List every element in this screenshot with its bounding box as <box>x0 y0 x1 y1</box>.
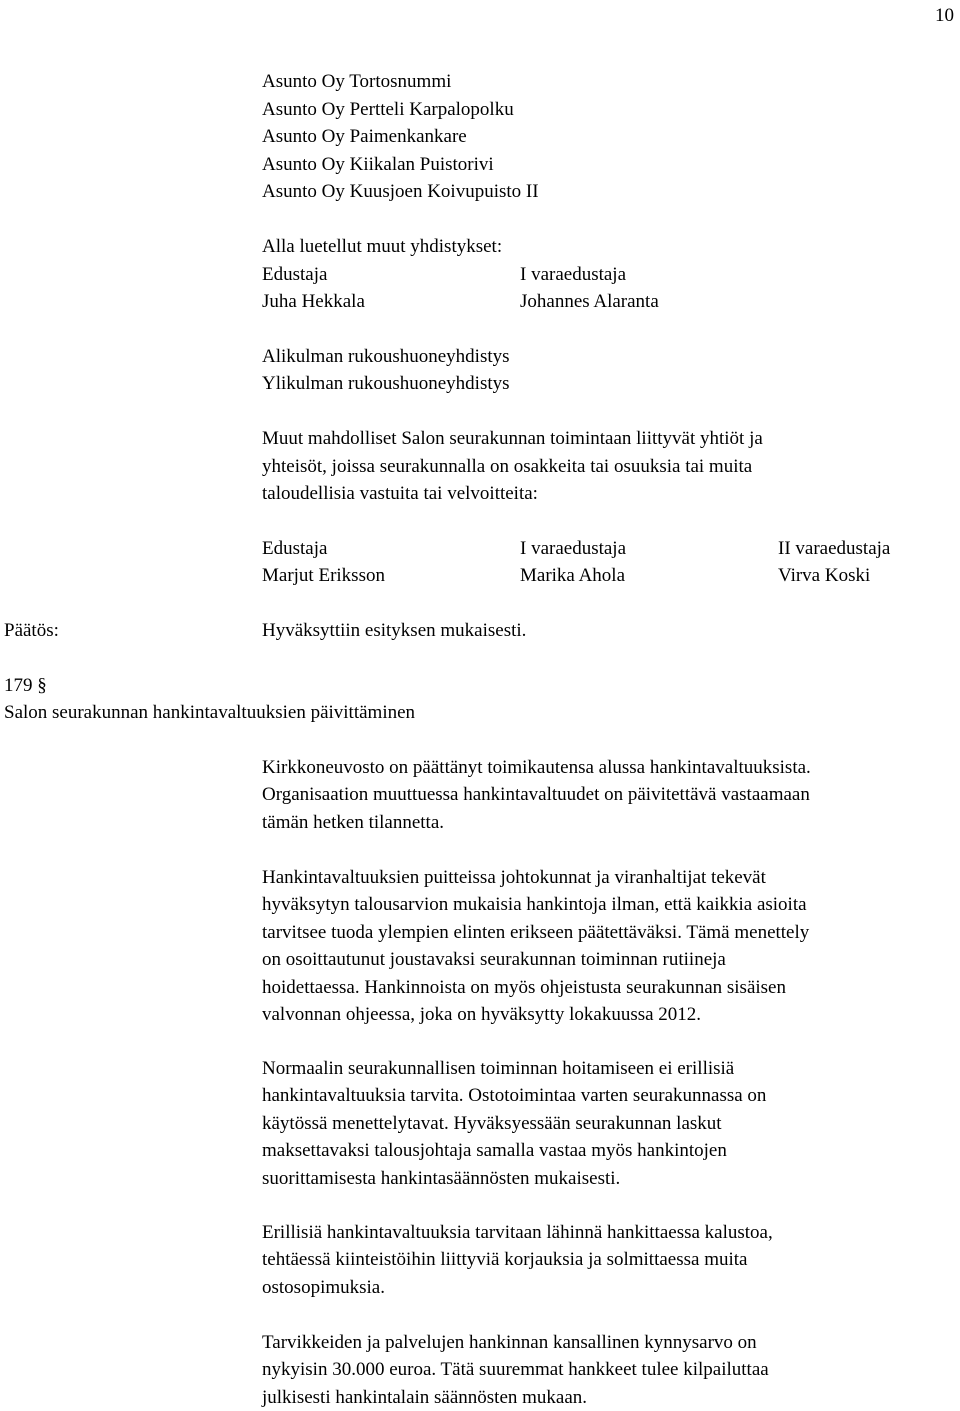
paragraph-line: hankintavaltuuksia tarvita. Ostotoimintaa varten seurakunnassa on <box>262 1085 767 1107</box>
company-name: Asunto Oy Tortosnummi <box>262 71 452 92</box>
role-representative-label: Edustaja <box>262 264 328 285</box>
entities-text-line: taloudellisia vastuita tai velvoitteita: <box>262 483 538 504</box>
entities-text-line: Muut mahdolliset Salon seurakunnan toimintaan liittyvät yhtiöt ja <box>262 428 763 449</box>
associations-heading: Alla luetellut muut yhdistykset: <box>262 236 503 257</box>
paragraph-line: valvonnan ohjeessa, joka on hyväksytty lokakuussa 2012. <box>262 1004 702 1026</box>
decision-text: Hyväksyttiin esityksen mukaisesti. <box>262 620 527 641</box>
paragraph <box>262 754 952 836</box>
page-number: 10 <box>935 5 954 26</box>
representative-name: Marjut Eriksson <box>262 565 385 586</box>
section-number: 179 § <box>4 675 47 696</box>
role-deputy-1-label: I varaedustaja <box>520 538 627 559</box>
paragraph-line: Hankintavaltuuksien puitteissa johtokunnat ja viranhaltijat tekevät <box>262 867 766 888</box>
paragraph-line: hyväksytyn talousarvion mukaisia hankintoja ilman, että kaikkia asioita <box>262 894 807 916</box>
paragraph-line: ostosopimuksia. <box>262 1276 385 1298</box>
paragraph <box>262 1055 952 1192</box>
paragraph <box>262 864 952 1028</box>
paragraph-line: tämän hetken tilannetta. <box>262 811 445 833</box>
deputy-1-name: Marika Ahola <box>520 565 626 586</box>
paragraph-line: Erillisiä hankintavaltuuksia tarvitaan lähinnä hankittaessa kalustoa, <box>262 1222 773 1243</box>
deputy-2-name: Virva Koski <box>778 565 871 586</box>
decision-label: Päätös: <box>4 620 59 641</box>
paragraph-line: Organisaation muuttuessa hankintavaltuudet on päivitettävä vastaamaan <box>262 784 810 806</box>
paragraph <box>262 1219 952 1301</box>
company-name: Asunto Oy Kiikalan Puistorivi <box>262 154 494 175</box>
paragraph-line: hoidettaessa. Hankinnoista on myös ohjeistusta seurakunnan sisäisen <box>262 976 786 998</box>
company-name: Asunto Oy Kuusjoen Koivupuisto II <box>262 181 539 202</box>
paragraph-line: Normaalin seurakunnallisen toiminnan hoitamiseen ei erillisiä <box>262 1058 735 1079</box>
paragraph-line: tehtäessä kiinteistöihin liittyviä korjauksia ja solmittaessa muita <box>262 1249 748 1271</box>
paragraph-line: Tarvikkeiden ja palvelujen hankinnan kansallinen kynnysarvo on <box>262 1332 757 1353</box>
paragraph-line: tarvitsee tuoda ylempien elinten erikseen päätettäväksi. Tämä menettely <box>262 921 810 943</box>
role-deputy-2-label: II varaedustaja <box>778 538 891 559</box>
paragraph-line: julkisesti hankintalain säännösten mukaan. <box>262 1386 588 1408</box>
paragraph-line: maksettavaksi talousjohtaja samalla vastaa myös hankintojen <box>262 1140 727 1162</box>
role-deputy-label: I varaedustaja <box>520 264 627 285</box>
paragraph-line: on osoittautunut joustavaksi seurakunnan toiminnan rutiineja <box>262 949 726 971</box>
representative-name: Juha Hekkala <box>262 291 365 312</box>
deputy-name: Johannes Alaranta <box>520 291 659 312</box>
prayer-house-name: Ylikulman rukoushuoneyhdistys <box>262 373 510 394</box>
entities-text-line: yhteisöt, joissa seurakunnalla on osakkeita tai osuuksia tai muita <box>262 456 753 477</box>
paragraph <box>262 1329 952 1411</box>
company-name: Asunto Oy Pertteli Karpalopolku <box>262 99 514 120</box>
paragraph-line: käytössä menettelytavat. Hyväksyessään seurakunnan laskut <box>262 1112 722 1134</box>
paragraph-line: Kirkkoneuvosto on päättänyt toimikautensa alussa hankintavaltuuksista. <box>262 757 811 778</box>
role-representative-label: Edustaja <box>262 538 328 559</box>
section-title: Salon seurakunnan hankintavaltuuksien päivittäminen <box>4 702 416 723</box>
paragraph-line: nykyisin 30.000 euroa. Tätä suuremmat hankkeet tulee kilpailuttaa <box>262 1359 769 1381</box>
company-name: Asunto Oy Paimenkankare <box>262 126 467 147</box>
prayer-house-name: Alikulman rukoushuoneyhdistys <box>262 346 510 367</box>
paragraph-line: suorittamisesta hankintasäännösten mukaisesti. <box>262 1167 621 1189</box>
